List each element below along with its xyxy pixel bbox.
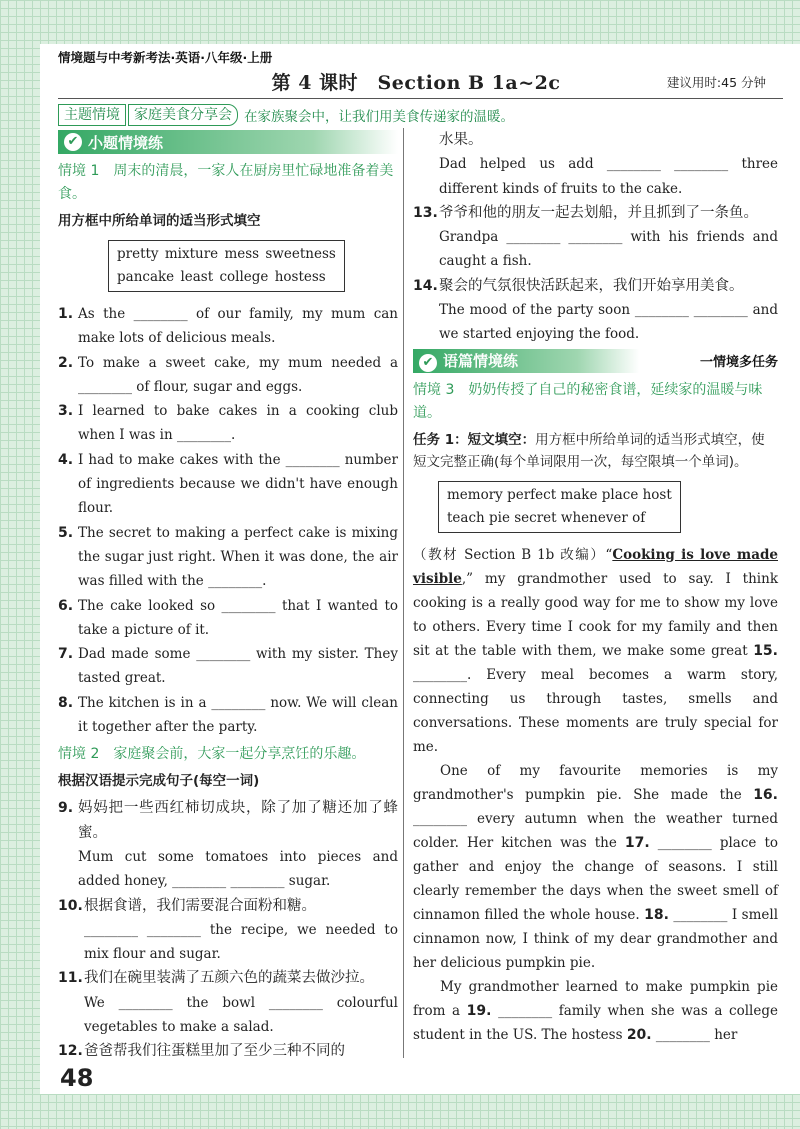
- book-header: 情境题与中考新考法·英语·八年级·上册: [58, 50, 273, 65]
- question-7: 7. Dad made some ________ with my sister. They tasted great.: [58, 646, 398, 687]
- question-12-continued: 水果。 Dad helped us add ________ ________ three different kinds of fruits to the cake.: [439, 132, 778, 197]
- column-divider: [403, 128, 404, 1058]
- question-4: 4. I had to make cakes with the ________ number of ingredients because we didn't have enough flour.: [58, 451, 398, 517]
- question-3: 3. I learned to bake cakes in a cooking club when I was in ________.: [58, 403, 398, 444]
- section-bar-passage: [413, 349, 778, 373]
- theme-text: 在家族聚会中，让我们用美食传递家的温暖。: [244, 109, 514, 125]
- page-number: 48: [60, 1064, 94, 1092]
- question-2: 2. To make a sweet cake, my mum needed a ________ of flour, sugar and eggs.: [58, 354, 398, 395]
- lesson-title: 第 4 课时 Section B 1a~2c: [271, 72, 561, 94]
- section-note: 一情境多任务: [699, 355, 778, 371]
- word-box-1: [108, 240, 345, 292]
- question-5: 5. The secret to making a perfect cake is mixing the sugar just right. When it was done, the air was filled with the ________.: [58, 524, 398, 590]
- question-8: 8. The kitchen is in a ________ now. We will clean it together after the party.: [58, 694, 398, 736]
- right-column: [413, 128, 778, 1047]
- bottom-grid-border: [0, 1094, 800, 1129]
- top-grid-border: [0, 0, 800, 44]
- word-box-line: pancake least college hostess: [117, 269, 326, 285]
- theme-row: [58, 104, 514, 126]
- check-icon: ✔: [64, 133, 82, 151]
- question-13: 13. 爷爷和他的朋友一起去划船，并且抓到了一条鱼。 Grandpa ________ ________ with his friends and caught a fish.: [413, 204, 778, 270]
- word-box-2: [438, 481, 681, 533]
- question-11: 11. 我们在碗里装满了五颜六色的蔬菜去做沙拉。 We ________ the bowl ________ colourful vegetables to make a salad.: [58, 970, 398, 1036]
- section-bar-short-tasks: [58, 130, 398, 154]
- question-10: 10. 根据食谱，我们需要混合面粉和糖。 ________ ________ the recipe, we needed to mix flour and sugar.: [58, 897, 398, 963]
- theme-subtag: 家庭美食分享会: [128, 104, 238, 126]
- passage-paragraph-3: My grandmother learned to make pumpkin pie from a 19. ________ family when she was a college student in the US. The hostess 20. ________ her: [413, 978, 778, 1043]
- worksheet-page: [48, 46, 784, 1092]
- section-title: 语篇情境练: [443, 351, 519, 370]
- question-6: 6. The cake looked so ________ that I wanted to take a picture of it.: [58, 597, 398, 638]
- question-12: 12. 爸爸帮我们往蛋糕里加了至少三种不同的: [58, 1043, 345, 1060]
- question-1: 1. As the ________ of our family, my mum can make lots of delicious meals.: [58, 306, 398, 347]
- question-14: 14. 聚会的气氛很快活跃起来，我们开始享用美食。 The mood of the party soon ________ ________ and we started enjoying the food.: [413, 277, 778, 343]
- quote: Cooking is love made visible: [413, 546, 778, 587]
- context-1: 情境 1 周末的清晨，一家人在厨房里忙碌地准备着美食。: [58, 163, 394, 202]
- passage-paragraph-2: One of my favourite memories is my grandmother's pumpkin pie. She made the 16. ________ every autumn when the weather turned colder. Her kitchen was the 17. ________ place to gather and enjoy the change of seasons. I still clearly remember the days when the sweet smell of cinnamon filled the whole house. 18. ________ I smell cinnamon now, I think of my dear grandmother and her delicious pumpkin pie.: [413, 762, 779, 971]
- task-1: 任务 1：短文填空：用方框中所给单词的适当形式填空，使短文完整正确(每个单词限用一次，每空限填一个单词)。: [413, 431, 765, 470]
- context-2: 情境 2 家庭聚会前，大家一起分享烹饪的乐趣。: [58, 746, 366, 763]
- word-box-line: teach pie secret whenever of: [447, 509, 646, 526]
- theme-tag: 主题情境: [58, 104, 126, 126]
- context-3: 情境 3 奶奶传授了自己的秘密食谱，延续家的温暖与味道。: [413, 381, 763, 421]
- question-9: 9. 妈妈把一些西红柿切成块，除了加了糖还加了蜂蜜。 Mum cut some tomatoes into pieces and added honey, ________ ________ sugar.: [58, 800, 398, 890]
- word-box-line: memory perfect make place host: [447, 486, 672, 503]
- section-title: 小题情境练: [88, 133, 164, 152]
- left-column: [58, 128, 398, 1064]
- instruction-2: 根据汉语提示完成句子(每空一词): [58, 773, 260, 790]
- word-box-line: pretty mixture mess sweetness: [117, 246, 336, 262]
- check-icon: ✔: [419, 354, 437, 372]
- suggested-time: 建议用时:45 分钟: [666, 75, 766, 90]
- header-rule: [58, 98, 783, 99]
- instruction-1: 用方框中所给单词的适当形式填空: [58, 213, 261, 229]
- left-grid-border: [0, 0, 40, 1129]
- passage-paragraph-1: （教材 Section B 1b 改编）“Cooking is love made visible,” my grandmother used to say. I think cooking is a really good way for me to show my love to others. Every time I cook for my family and then sit at the table with them, we make some great 15. ________. Every meal becomes a warm story, connecting us through tastes, smells and conversations. These moments are truly special for me.: [413, 546, 778, 755]
